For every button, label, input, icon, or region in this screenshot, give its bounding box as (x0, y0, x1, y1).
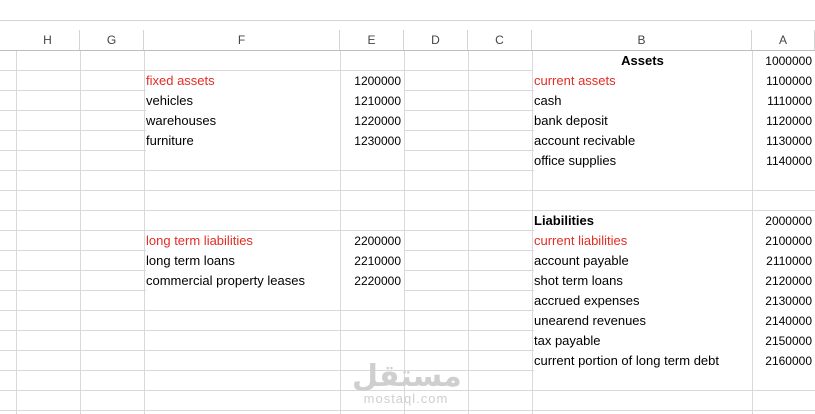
column-header-e[interactable]: E (340, 30, 404, 50)
cell-a-code[interactable]: 1000000 (753, 51, 815, 71)
cell-a-code[interactable]: 2000000 (753, 211, 815, 231)
cell-a-code[interactable]: 1120000 (753, 111, 815, 131)
watermark-latin: mostaql.com (363, 391, 449, 406)
cell-f-fixed-assets[interactable]: fixed assets (146, 71, 340, 91)
column-header-d[interactable]: D (404, 30, 468, 50)
cell-b-current-assets[interactable]: current assets (534, 71, 752, 91)
column-header-b[interactable]: B (532, 30, 752, 50)
cell-e-code[interactable]: 1220000 (341, 111, 404, 131)
cell-b-unearend-revenues[interactable]: unearend revenues (534, 311, 752, 331)
cell-a-code[interactable]: 1110000 (753, 91, 815, 111)
column-header-row (0, 30, 815, 51)
column-header-g[interactable]: G (80, 30, 144, 50)
cell-b-account-payable[interactable]: account payable (534, 251, 752, 271)
cell-a-code[interactable]: 2110000 (753, 251, 815, 271)
watermark-arabic: مستقل (352, 359, 462, 394)
cell-b-current-portion-ltd[interactable]: current portion of long term debt (534, 351, 752, 371)
cell-b-shot-term-loans[interactable]: shot term loans (534, 271, 752, 291)
cell-a-code[interactable]: 2150000 (753, 331, 815, 351)
cell-a-code[interactable]: 2160000 (753, 351, 815, 371)
cell-b-account-recivable[interactable]: account recivable (534, 131, 752, 151)
cell-b-accrued-expenses[interactable]: accrued expenses (534, 291, 752, 311)
cell-a-code[interactable]: 1130000 (753, 131, 815, 151)
cell-b-assets[interactable]: Assets (533, 51, 752, 71)
cell-e-code[interactable]: 2210000 (341, 251, 404, 271)
cell-b-tax-payable[interactable]: tax payable (534, 331, 752, 351)
cell-e-code[interactable]: 1230000 (341, 131, 404, 151)
cell-a-code[interactable]: 1100000 (753, 71, 815, 91)
cell-f-commercial-property-leases[interactable]: commercial property leases (146, 271, 340, 291)
cell-a-code[interactable]: 2140000 (753, 311, 815, 331)
cell-a-code[interactable]: 2100000 (753, 231, 815, 251)
cell-f-furniture[interactable]: furniture (146, 131, 340, 151)
cell-e-code[interactable]: 2200000 (341, 231, 404, 251)
cell-f-vehicles[interactable]: vehicles (146, 91, 340, 111)
cell-e-code[interactable]: 1210000 (341, 91, 404, 111)
cell-e-code[interactable]: 1200000 (341, 71, 404, 91)
ribbon-edge (0, 0, 815, 21)
cell-a-code[interactable]: 2120000 (753, 271, 815, 291)
cell-b-cash[interactable]: cash (534, 91, 752, 111)
column-header-h[interactable]: H (16, 30, 80, 50)
column-header-c[interactable]: C (468, 30, 532, 50)
cell-e-code[interactable]: 2220000 (341, 271, 404, 291)
cell-b-bank-deposit[interactable]: bank deposit (534, 111, 752, 131)
spreadsheet-grid[interactable] (0, 51, 815, 414)
column-header-a[interactable]: A (752, 30, 815, 50)
cell-b-office-supplies[interactable]: office supplies (534, 151, 752, 171)
cell-f-long-term-loans[interactable]: long term loans (146, 251, 340, 271)
column-header-f[interactable]: F (144, 30, 340, 50)
cell-f-long-term-liabilities[interactable]: long term liabilities (146, 231, 340, 251)
cell-b-current-liabilities[interactable]: current liabilities (534, 231, 752, 251)
cell-a-code[interactable]: 1140000 (753, 151, 815, 171)
cell-b-liabilities[interactable]: Liabilities (534, 211, 752, 231)
cell-a-code[interactable]: 2130000 (753, 291, 815, 311)
cell-f-warehouses[interactable]: warehouses (146, 111, 340, 131)
